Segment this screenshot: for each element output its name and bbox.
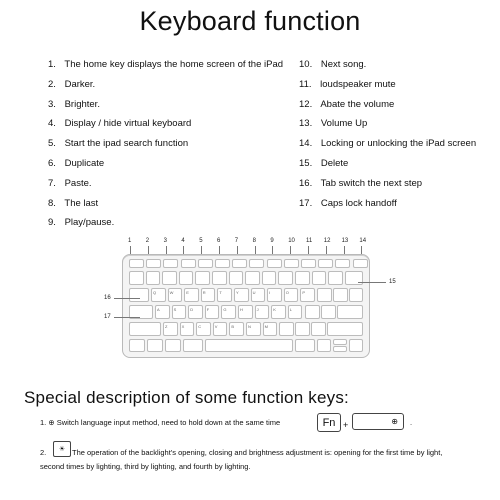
comma-key: [279, 322, 294, 336]
function-item: [48, 80, 95, 90]
number-key: [278, 271, 293, 285]
callout-16: 16: [104, 295, 111, 301]
letter-key: M: [263, 322, 278, 336]
letter-key: Z: [163, 322, 178, 336]
function-key: [267, 259, 282, 268]
cmd-key-right: [295, 339, 315, 352]
letter-key: R: [201, 288, 216, 302]
callout-16-line: [114, 298, 140, 299]
function-number: 8.: [48, 197, 56, 209]
fn-key-icon: [317, 413, 341, 432]
function-key: [301, 259, 316, 268]
letter-key: O: [284, 288, 299, 302]
function-item: [299, 199, 397, 209]
callout-15: 15: [389, 279, 396, 285]
function-item: [48, 60, 283, 70]
function-key: [284, 259, 299, 268]
callout-5: 5: [199, 238, 203, 244]
cmd-key: [183, 339, 203, 352]
function-text: Caps lock handoff: [318, 197, 397, 209]
letter-key: P: [300, 288, 315, 302]
function-item: [48, 119, 191, 129]
callout-2: 2: [145, 238, 150, 244]
function-text: Display / hide virtual keyboard: [61, 118, 192, 130]
fn-key: [129, 339, 145, 352]
letter-key: L: [288, 305, 303, 319]
letter-key: J: [255, 305, 270, 319]
function-item: [48, 139, 188, 149]
function-number: 12.: [299, 98, 313, 110]
function-item: [48, 159, 104, 169]
letter-key: W: [168, 288, 183, 302]
function-text: Paste.: [61, 177, 92, 189]
function-item: [299, 100, 394, 110]
callout-3: 3: [163, 238, 167, 244]
letter-key: G: [221, 305, 236, 319]
special-item-1: [40, 418, 280, 429]
function-item: [48, 179, 92, 189]
function-item: [48, 218, 114, 228]
shift-key-right: [327, 322, 363, 336]
callout-14: 14: [359, 238, 367, 244]
number-key: [328, 271, 343, 285]
function-number: 16.: [299, 177, 313, 189]
function-text: Start the ipad search function: [61, 138, 189, 150]
tab-key: [129, 288, 149, 302]
callout-13: 13: [341, 238, 349, 244]
number-key: [262, 271, 277, 285]
function-number: 2.: [48, 78, 56, 90]
bracket-key: [333, 288, 348, 302]
letter-key: D: [188, 305, 203, 319]
semicolon-key: [305, 305, 320, 319]
function-key: [215, 259, 230, 268]
arrow-right-key: [349, 339, 363, 352]
function-number: 10.: [299, 59, 313, 70]
letter-key: K: [271, 305, 286, 319]
function-key: [181, 259, 196, 268]
arrow-down-key: [333, 346, 347, 352]
callout-9: 9: [270, 238, 274, 244]
function-key: [163, 259, 178, 268]
keyboard-illustration: [92, 234, 396, 364]
function-text: Play/pause.: [61, 217, 115, 229]
callout-10: 10: [288, 238, 295, 244]
number-key: [146, 271, 161, 285]
function-text: Volume Up: [318, 118, 368, 130]
plus-sign: +: [343, 420, 349, 430]
backlight-key-icon: [53, 441, 71, 457]
period: .: [410, 418, 413, 427]
backslash-key: [349, 288, 363, 302]
callout-11: 11: [306, 238, 313, 244]
letter-key: S: [172, 305, 187, 319]
special-item-1-num: 1.: [40, 418, 47, 427]
function-number: 6.: [48, 158, 56, 169]
globe-icon: ⊕: [391, 417, 398, 426]
number-key: [312, 271, 327, 285]
callout-1: 1: [128, 238, 132, 244]
function-text: Darker.: [61, 78, 96, 90]
callout-4: 4: [181, 238, 185, 244]
letter-key: X: [180, 322, 195, 336]
letter-key: F: [205, 305, 220, 319]
function-key: [353, 259, 368, 268]
fn-key-label: Fn: [322, 416, 336, 429]
function-text: Abate the volume: [318, 98, 395, 110]
keyboard-body: [122, 254, 370, 358]
function-number: 5.: [48, 138, 56, 150]
letter-key: A: [155, 305, 170, 319]
globe-icon: ⊕: [48, 418, 55, 427]
function-text: Delete: [318, 158, 349, 169]
letter-key: H: [238, 305, 253, 319]
letter-key: C: [196, 322, 211, 336]
function-item: [299, 119, 367, 129]
number-key: [229, 271, 244, 285]
ctrl-key: [147, 339, 163, 352]
function-text: The home key displays the home screen of the iPad: [61, 59, 284, 70]
function-item: [48, 199, 98, 209]
function-number: 1.: [48, 59, 56, 70]
function-item: [48, 100, 100, 110]
callout-7: 7: [234, 238, 239, 244]
function-number: 17.: [299, 197, 313, 209]
function-key: [249, 259, 264, 268]
bracket-key: [317, 288, 332, 302]
slash-key: [311, 322, 326, 336]
number-key: [179, 271, 194, 285]
function-item: [299, 159, 348, 169]
callout-6: 6: [217, 238, 221, 244]
callout-17: 17: [104, 314, 111, 320]
shift-key: [129, 322, 161, 336]
callout-15-line: [358, 282, 386, 283]
number-key: [129, 271, 144, 285]
number-key: [295, 271, 310, 285]
special-item-2-text: The operation of the backlight's opening, closing and brightness adjustment is: opening for the first time by light,: [72, 448, 443, 457]
function-key: [198, 259, 213, 268]
function-number: 15.: [299, 158, 313, 169]
callout-12: 12: [323, 238, 331, 244]
quote-key: [321, 305, 336, 319]
backlight-icon: ☀: [58, 446, 66, 453]
function-number: 14.: [299, 138, 313, 150]
callout-17-line: [114, 317, 140, 318]
function-number: 13.: [299, 118, 313, 130]
letter-key: B: [229, 322, 244, 336]
special-title: Special description of some function keys:: [24, 388, 349, 407]
special-item-1-text: Switch language input method, need to hold down at the same time: [56, 418, 281, 427]
letter-key: V: [213, 322, 228, 336]
function-text: Next song.: [318, 59, 367, 70]
number-key: [245, 271, 260, 285]
number-key: [162, 271, 177, 285]
function-item: [299, 60, 366, 70]
function-number: 7.: [48, 177, 56, 189]
space-key: [205, 339, 293, 352]
letter-key: E: [184, 288, 199, 302]
return-key: [337, 305, 363, 319]
function-key: [129, 259, 144, 268]
function-number: 11.: [299, 78, 312, 90]
period-key: [295, 322, 310, 336]
page-title: Keyboard function: [139, 6, 361, 36]
function-item: [299, 179, 422, 189]
function-number: 9.: [48, 217, 56, 229]
special-item-2-text-cont: second times by lighting, third by lighting, and fourth by lighting.: [40, 462, 251, 471]
letter-key: N: [246, 322, 261, 336]
function-item: [299, 80, 396, 90]
function-key: [232, 259, 247, 268]
function-text: loudspeaker mute: [317, 78, 396, 90]
function-key: [146, 259, 161, 268]
letter-key: Y: [234, 288, 249, 302]
function-number: 3.: [48, 98, 56, 110]
function-number: 4.: [48, 118, 56, 130]
letter-key: Q: [151, 288, 166, 302]
number-key: [212, 271, 227, 285]
function-key: [318, 259, 333, 268]
option-key: [165, 339, 181, 352]
function-text: Duplicate: [61, 158, 105, 169]
function-text: Locking or unlocking the iPad screen: [318, 138, 477, 150]
function-text: Brighter.: [61, 98, 100, 110]
letter-key: T: [217, 288, 232, 302]
function-text: The last: [61, 197, 99, 209]
function-item: [299, 139, 476, 149]
callout-8: 8: [252, 238, 256, 244]
letter-key: I: [267, 288, 282, 302]
globe-key-icon: [352, 413, 404, 430]
number-key: [195, 271, 210, 285]
arrow-up-key: [333, 339, 347, 345]
function-key: [335, 259, 350, 268]
special-item-2-num: 2.: [40, 448, 47, 457]
arrow-left-key: [317, 339, 331, 352]
letter-key: U: [251, 288, 266, 302]
function-text: Tab switch the next step: [318, 177, 423, 189]
